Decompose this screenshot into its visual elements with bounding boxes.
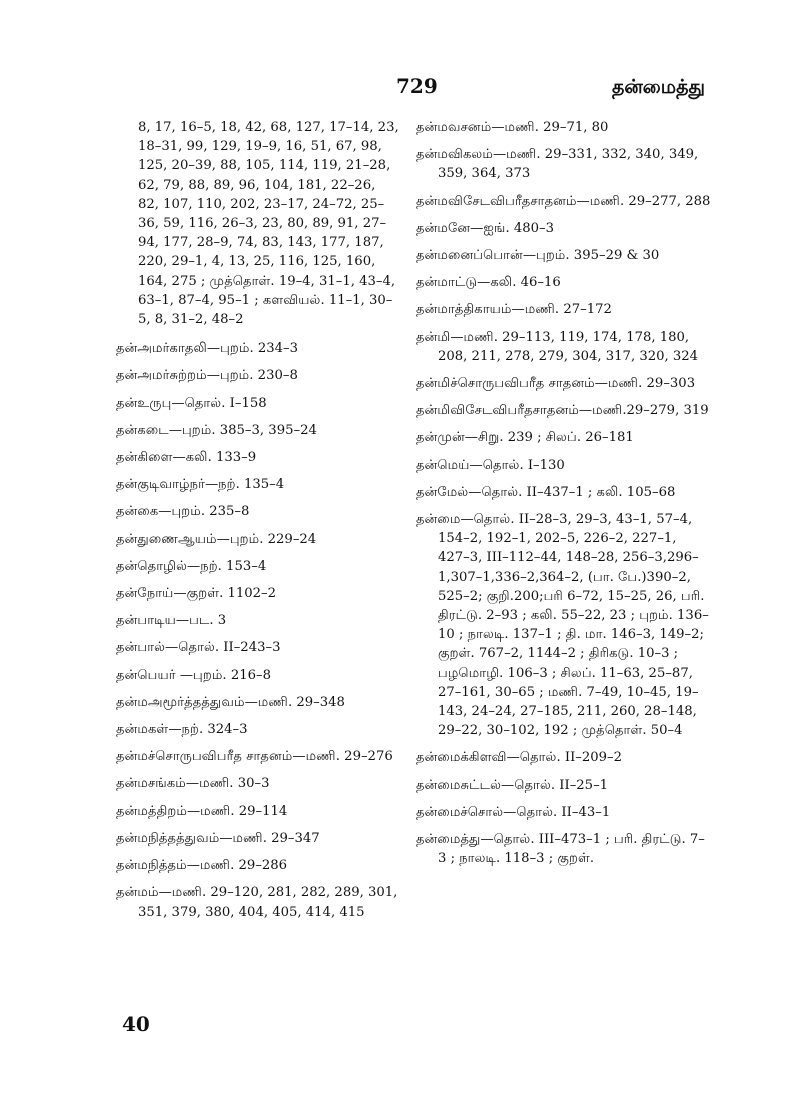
- left-column: [116, 118, 400, 930]
- index-entry: தன்குடிவாழ்நர்—நற். 135–4: [116, 477, 285, 493]
- index-entry: தன்முன்—சிறு. 239 ; சிலப். 26–181: [416, 430, 634, 446]
- index-entry: தன்மஅமூர்த்தத்துவம்—மணி. 29–348: [116, 694, 345, 710]
- page-number: 729: [396, 74, 438, 98]
- index-entry: தன்அமர்சுற்றம்—புறம். 230–8: [116, 368, 298, 384]
- index-entry: தன்மம்—மணி. 29–120, 281, 282, 289, 301, 351, 379, 380, 404, 405, 414, 415: [116, 885, 398, 920]
- index-entry: தன்கடை—புறம். 385–3, 395–24: [116, 422, 317, 438]
- index-entry: தன்உருபு—தொல். I–158: [116, 395, 267, 411]
- index-entry: தன்மெய்—தொல். I–130: [416, 457, 565, 473]
- index-entry: தன்மவிசேடவிபரீதசாதனம்—மணி. 29–277, 288: [416, 193, 711, 209]
- index-entry: தன்மனே—ஐங். 480–3: [416, 220, 555, 236]
- index-entry: தன்பால்—தொல். II–243–3: [116, 640, 281, 656]
- right-column: [416, 118, 712, 877]
- index-entry: தன்மவிகலம்—மணி. 29–331, 332, 340, 349, 359, 364, 373: [416, 147, 699, 182]
- index-entry: தன்மத்திறம்—மணி. 29–114: [116, 803, 288, 819]
- index-entry: தன்பாடிய—பட. 3: [116, 613, 227, 629]
- index-entry: தன்தொழில்—நற். 153–4: [116, 558, 267, 574]
- index-entry: தன்மேல்—தொல். II–437–1 ; கலி. 105–68: [416, 484, 676, 500]
- index-entry: தன்மை—தொல். II–28–3, 29–3, 43–1, 57–4, 154–2, 192–1, 202–5, 226–2, 227–1, 427–3, III–112–44, 148–28, 256–3,296–1,307–1,336–2,364–2, (பா. பே.)390–2, 525–2; குறி.200;பரி 6–72, 15–25, 26, பரி. திரட்டு. 2–93 ; கலி. 55–22, 23 ; புறம். 136–10 ; நாலடி. 137–1 ; தி. மா. 146–3, 149–2; குறள். 767–2, 1144–2 ; திரிகடு. 10–3 ; பழமொழி. 106–3 ; சிலப். 11–63, 25–87, 27–161, 30–65 ; மணி. 7–49, 10–45, 19–143, 24–24, 27–185, 211, 260, 28–148, 29–22, 30–102, 192 ; முத்தொள். 50–4: [416, 512, 709, 739]
- index-entry: தன்மநித்தத்துவம்—மணி. 29–347: [116, 830, 320, 846]
- index-entry: தன்மிச்சொருபவிபரீத சாதனம்—மணி. 29–303: [416, 376, 696, 392]
- index-entry: தன்மாட்டு—கலி. 46–16: [416, 275, 561, 291]
- index-entry: தன்மைச்சொல்—தொல். II–43–1: [416, 804, 611, 820]
- index-entry: தன்மாத்திகாயம்—மணி. 27–172: [416, 302, 612, 318]
- index-entry: தன்மைக்கிளவி—தொல். II–209–2: [416, 750, 623, 766]
- index-entry: தன்மனைப்பொன்—புறம். 395–29 & 30: [416, 248, 660, 264]
- index-entry: தன்மநித்தம்—மணி. 29–286: [116, 858, 288, 874]
- continued-entry: 8, 17, 16–5, 18, 42, 68, 127, 17–14, 23, 18–31, 99, 129, 19–9, 16, 51, 67, 98, 125, 20–39, 88, 105, 114, 119, 21–28, 62, 79, 88, 89, 96, 104, 181, 22–26, 82, 107, 110, 202, 23–17, 24–72, 25–36, 59, 116, 26–3, 23, 80, 89, 91, 27–94, 177, 28–9, 74, 83, 143, 177, 187, 220, 29–1, 4, 13, 25, 116, 125, 160, 164, 275 ; முத்தொள். 19–4, 31–1, 43–4, 63–1, 87–4, 95–1 ; களவியல். 11–1, 30–5, 8, 31–2, 48–2: [138, 120, 399, 328]
- index-entry: தன்மைத்து—தொல். III–473–1 ; பரி. திரட்டு. 7–3 ; நாலடி. 118–3 ; குறள்.: [416, 832, 705, 867]
- index-entry: தன்கிளை—கலி. 133–9: [116, 450, 257, 466]
- signature-mark: 40: [122, 1012, 150, 1036]
- index-entry: தன்மச்சொருபவிபரீத சாதனம்—மணி. 29–276: [116, 749, 393, 765]
- index-entry: தன்மகள்—நற். 324–3: [116, 722, 248, 738]
- index-entry: தன்கை—புறம். 235–8: [116, 504, 250, 520]
- index-entry: தன்நோய்—குறள். 1102–2: [116, 586, 277, 602]
- index-entry: தன்மைசுட்டல்—தொல். II–25–1: [416, 777, 609, 793]
- index-entry: தன்துணைஆயம்—புறம். 229–24: [116, 531, 317, 547]
- running-head: தன்மைத்து: [612, 76, 705, 98]
- index-entry: தன்மிவிசேடவிபரீதசாதனம்—மணி.29–279, 319: [416, 403, 709, 419]
- index-entry: தன்மி—மணி. 29–113, 119, 174, 178, 180, 208, 211, 278, 279, 304, 317, 320, 324: [416, 329, 699, 364]
- index-entry: தன்பெயர் —புறம். 216–8: [116, 667, 271, 683]
- index-entry: தன்மசங்கம்—மணி. 30–3: [116, 776, 270, 792]
- index-entry: தன்அமர்காதலி—புறம். 234–3: [116, 341, 299, 357]
- index-entry: தன்மவசனம்—மணி. 29–71, 80: [416, 120, 609, 135]
